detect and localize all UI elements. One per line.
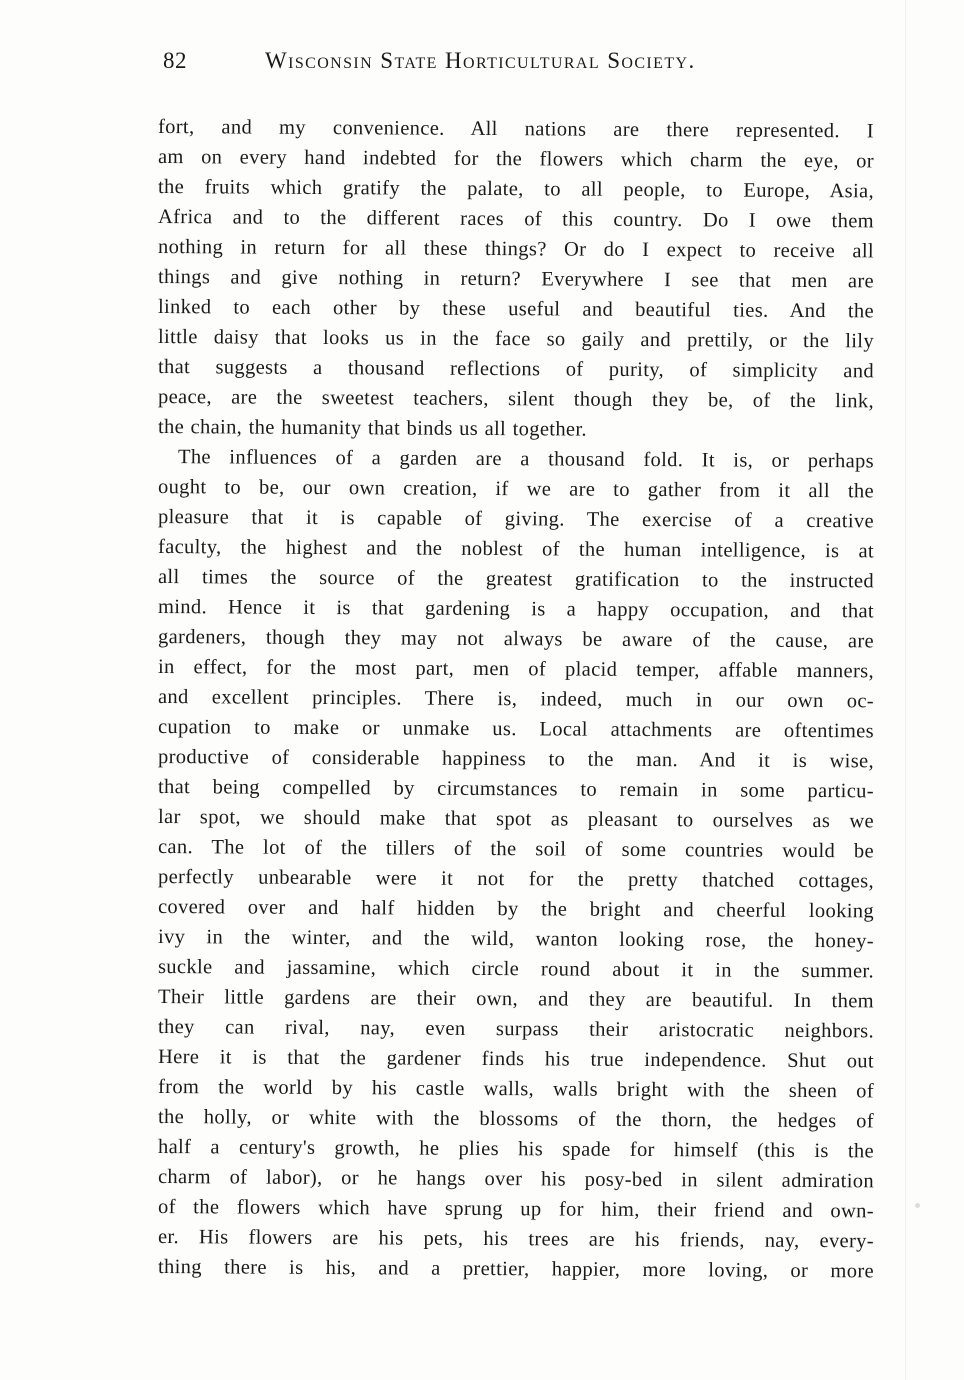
text-line: little daisy that looks us in the face so gaily and prettily, or the lily <box>157 326 875 353</box>
text-line: half a century's growth, he plies his spade for himself (this is the <box>157 1136 875 1163</box>
text-line: ivy in the winter, and the wild, wanton looking rose, the honey- <box>157 926 875 953</box>
text-line: suckle and jassamine, which circle round about it in the summer. <box>157 956 875 983</box>
text-line: Here it is that the gardener finds his true independence. Shut out <box>157 1046 875 1073</box>
text-line: that suggests a thousand reflections of purity, of simplicity and <box>157 356 875 383</box>
text-line: of the flowers which have sprung up for him, their friend and own- <box>157 1196 875 1223</box>
paragraph-2 <box>158 442 874 1282</box>
text-line: ought to be, our own creation, if we are to gather from it all the <box>157 476 875 503</box>
running-head: Wisconsin State Horticultural Society. <box>265 48 696 73</box>
text-line: the chain, the humanity that binds us all together. <box>157 416 587 441</box>
text-line: from the world by his castle walls, walls bright with the sheen of <box>157 1076 875 1103</box>
text-line: mind. Hence it is that gardening is a happy occupation, and that <box>157 596 875 623</box>
paragraph-1 <box>158 112 874 442</box>
text-line: perfectly unbearable were it not for the pretty thatched cottages, <box>157 866 875 893</box>
text-line: that being compelled by circumstances to remain in some particu- <box>157 776 875 803</box>
text-line: in effect, for the most part, men of placid temper, affable manners, <box>157 656 875 683</box>
text-line: pleasure that it is capable of giving. The exercise of a creative <box>157 506 875 533</box>
text-line: The influences of a garden are a thousand fold. It is, or perhaps <box>177 446 875 473</box>
text-line: faculty, the highest and the noblest of the human intelligence, is at <box>157 536 875 563</box>
text-line: peace, are the sweetest teachers, silent though they be, of the link, <box>157 386 875 413</box>
text-line: covered over and half hidden by the bright and cheerful looking <box>157 896 875 923</box>
page-edge-shadow <box>905 0 906 1380</box>
text-line: thing there is his, and a prettier, happier, more loving, or more <box>157 1256 875 1283</box>
text-line: Africa and to the different races of this country. Do I owe them <box>157 206 875 233</box>
text-line: lar spot, we should make that spot as pleasant to ourselves as we <box>157 806 875 833</box>
paper-speck <box>915 1203 920 1208</box>
text-line: nothing in return for all these things? Or do I expect to receive all <box>157 236 875 263</box>
text-line: cupation to make or unmake us. Local attachments are oftentimes <box>157 716 875 743</box>
text-line: they can rival, nay, even surpass their aristocratic neighbors. <box>157 1016 875 1043</box>
text-line: fort, and my convenience. All nations are there represented. I <box>157 116 875 143</box>
text-line: charm of labor), or he hangs over his posy-bed in silent admiration <box>157 1166 875 1193</box>
text-line: gardeners, though they may not always be aware of the cause, are <box>157 626 875 653</box>
text-line: Their little gardens are their own, and they are beautiful. In them <box>157 986 875 1013</box>
text-line: things and give nothing in return? Everywhere I see that men are <box>157 266 875 293</box>
text-line: the fruits which gratify the palate, to all people, to Europe, Asia, <box>157 176 875 203</box>
page-number: 82 <box>163 48 187 73</box>
text-line: er. His flowers are his pets, his trees are his friends, nay, every- <box>157 1226 875 1253</box>
page-header <box>163 48 883 82</box>
text-line: all times the source of the greatest gratification to the instructed <box>157 566 875 593</box>
text-line: and excellent principles. There is, indeed, much in our own oc- <box>157 686 875 713</box>
body-text <box>158 112 874 1282</box>
text-line: productive of considerable happiness to the man. And it is wise, <box>157 746 875 773</box>
text-line: am on every hand indebted for the flowers which charm the eye, or <box>157 146 875 173</box>
text-line: can. The lot of the tillers of the soil of some countries would be <box>157 836 875 863</box>
text-line: linked to each other by these useful and beautiful ties. And the <box>157 296 875 323</box>
text-line: the holly, or white with the blossoms of the thorn, the hedges of <box>157 1106 875 1133</box>
